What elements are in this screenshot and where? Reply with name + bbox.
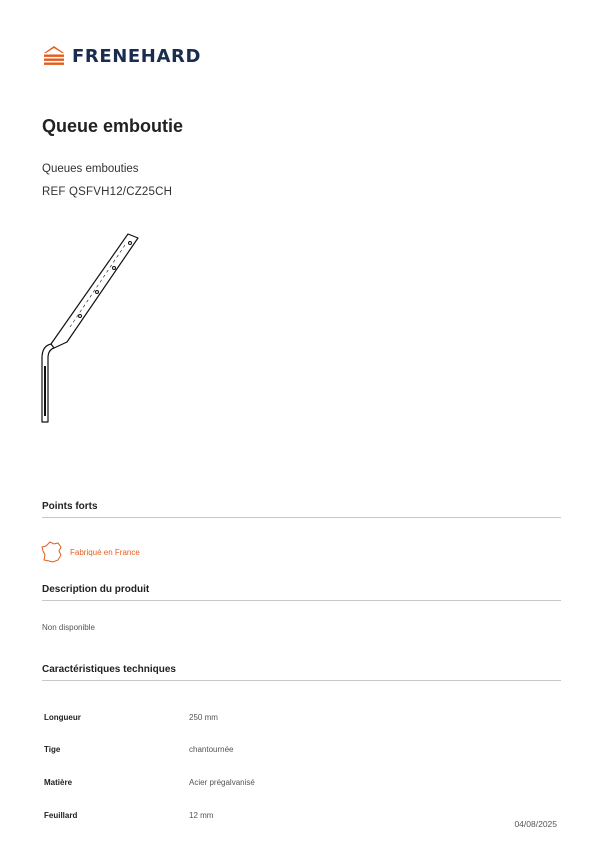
spec-row xyxy=(44,811,424,820)
spec-row xyxy=(44,713,424,722)
spec-key: Matière xyxy=(44,778,73,787)
section-heading-specs: Caractéristiques techniques xyxy=(42,664,561,681)
spec-key: Feuillard xyxy=(44,811,78,820)
spec-value: Acier prégalvanisé xyxy=(189,778,255,787)
spec-key: Longueur xyxy=(44,713,81,722)
section-heading-description: Description du produit xyxy=(42,584,561,601)
spec-value: chantournée xyxy=(189,745,234,754)
brand-logo xyxy=(42,44,201,68)
spec-row xyxy=(44,745,424,754)
logo-mark-icon xyxy=(42,44,66,68)
france-map-icon xyxy=(40,540,64,564)
description-text: Non disponible xyxy=(42,623,95,632)
brand-name: FRENEHARD xyxy=(72,45,202,67)
highlight-label: Fabriqué en France xyxy=(70,547,140,557)
section-heading-highlights: Points forts xyxy=(42,501,561,518)
spec-value: 12 mm xyxy=(189,811,214,820)
spec-key: Tige xyxy=(44,745,61,754)
product-subtitle: Queues embouties xyxy=(42,163,139,175)
page-title: Queue emboutie xyxy=(42,116,184,136)
document-date: 04/08/2025 xyxy=(514,819,557,829)
product-drawing xyxy=(36,226,156,431)
highlight-item xyxy=(40,540,140,564)
spec-value: 250 mm xyxy=(189,713,218,722)
product-reference: REF QSFVH12/CZ25CH xyxy=(42,186,173,198)
spec-row xyxy=(44,778,424,787)
